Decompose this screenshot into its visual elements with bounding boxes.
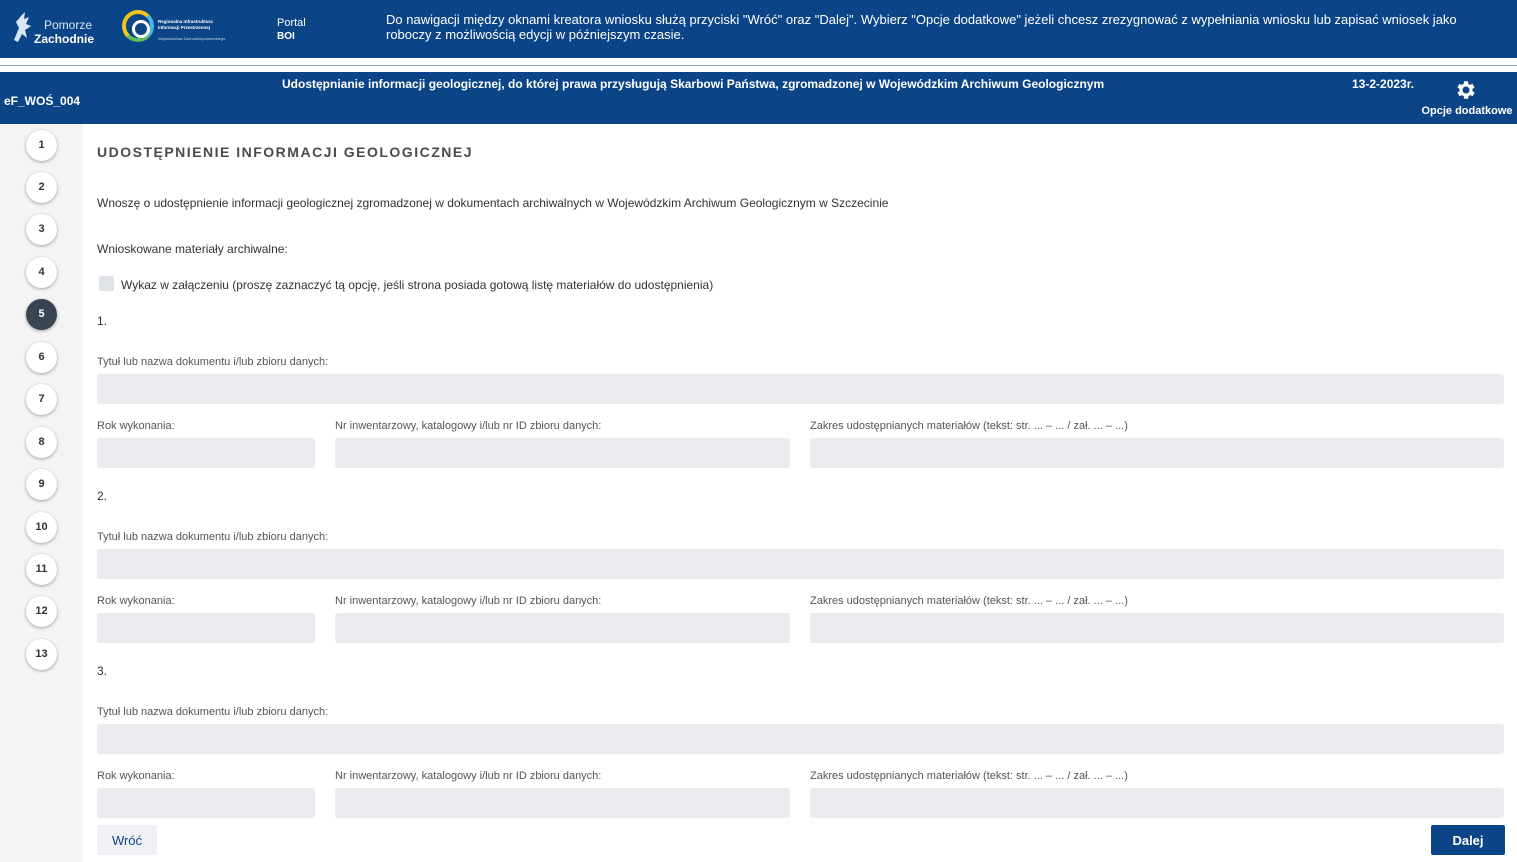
logo-pomorze-text: Pomorze [44,18,93,32]
attachment-list-checkbox[interactable] [99,276,114,291]
materials-label: Wnioskowane materiały archiwalne: [97,242,288,256]
riip-logo-line2: Informacji Przestrzennej [158,25,211,30]
step-4[interactable]: 4 [26,257,57,288]
title-label: Tytuł lub nazwa dokumentu i/lub zbioru danych: [97,356,329,368]
entry-3-year-input[interactable] [97,788,315,818]
step-13[interactable]: 13 [26,639,57,670]
entry-1-year-input[interactable] [97,438,315,468]
entry-3-inventory-input[interactable] [335,788,790,818]
additional-options-label: Opcje dodatkowe [1421,105,1513,117]
back-button[interactable]: Wróć [97,825,157,855]
step-7[interactable]: 7 [26,384,57,415]
entry-number: 2. [97,489,108,503]
pomorze-zachodnie-logo[interactable] [10,8,100,48]
portal-label: Portal [277,17,306,29]
step-12[interactable]: 12 [26,596,57,627]
step-3[interactable]: 3 [26,214,57,245]
intro-text: Wnoszę o udostępnienie informacji geologicznej zgromadzonej w dokumentach archiwalnych w Wojewódzkim Archiwum Geologicznym w Szczecinie [97,196,889,210]
year-label: Rok wykonania: [97,770,175,782]
step-10[interactable]: 10 [26,512,57,543]
range-label: Zakres udostępnianych materiałów (tekst: str. ... – ... / zał. ... – ...) [810,770,1128,782]
inventory-label: Nr inwentarzowy, katalogowy i/lub nr ID zbioru danych: [335,595,602,607]
page-title: UDOSTĘPNIENIE INFORMACJI GEOLOGICZNEJ [97,144,473,160]
top-header [0,0,1517,58]
navigation-hint: Do nawigacji między oknami kreatora wniosku służą przyciski "Wróć" oraz "Dalej". Wybierz "Opcje dodatkowe" jeżeli chcesz zrezygnować z wypełniania wniosku lub zapisać wniosek jako roboczy z możliwością edycji w późniejszym czasie. [386,12,1457,42]
entry-1-inventory-input[interactable] [335,438,790,468]
riip-ring-icon [122,10,154,42]
entry-1-range-input[interactable] [810,438,1504,468]
additional-options-button[interactable] [1418,78,1516,122]
step-8[interactable]: 8 [26,427,57,458]
portal-boi-label: BOI [277,31,295,42]
gear-icon [1454,78,1478,102]
logo-zachodnie-text: Zachodnie [34,32,95,46]
riip-logo[interactable] [122,10,232,44]
attachment-list-label: Wykaz w załączeniu (proszę zaznaczyć tą opcję, jeśli strona posiada gotową listę materiałów do udostępnienia) [121,278,714,292]
next-button[interactable]: Dalej [1431,825,1505,855]
step-1[interactable]: 1 [26,130,57,161]
year-label: Rok wykonania: [97,595,175,607]
entry-3-range-input[interactable] [810,788,1504,818]
title-label: Tytuł lub nazwa dokumentu i/lub zbioru danych: [97,531,329,543]
range-label: Zakres udostępnianych materiałów (tekst: str. ... – ... / zał. ... – ...) [810,595,1128,607]
form-main [83,124,1517,862]
riip-logo-line1: Regionalna Infrastruktura [158,19,213,24]
step-9[interactable]: 9 [26,469,57,500]
step-2[interactable]: 2 [26,172,57,203]
title-label: Tytuł lub nazwa dokumentu i/lub zbioru danych: [97,706,329,718]
entry-2-inventory-input[interactable] [335,613,790,643]
range-label: Zakres udostępnianych materiałów (tekst: str. ... – ... / zał. ... – ...) [810,420,1128,432]
entry-2-title-input[interactable] [97,549,1504,579]
header-divider [0,65,1517,66]
entry-1-title-input[interactable] [97,374,1504,404]
entry-number: 1. [97,314,108,328]
entry-2-range-input[interactable] [810,613,1504,643]
inventory-label: Nr inwentarzowy, katalogowy i/lub nr ID zbioru danych: [335,770,602,782]
entry-2-year-input[interactable] [97,613,315,643]
year-label: Rok wykonania: [97,420,175,432]
entry-number: 3. [97,664,108,678]
form-title: Udostępnianie informacji geologicznej, do której prawa przysługują Skarbowi Państwa, zgromadzonej w Wojewódzkim Archiwum Geologicznym [282,77,1105,91]
wizard-steps-sidebar [0,124,83,862]
portal-boi-link[interactable] [277,17,306,43]
inventory-label: Nr inwentarzowy, katalogowy i/lub nr ID zbioru danych: [335,420,602,432]
entry-3-title-input[interactable] [97,724,1504,754]
form-code: eF_WOŚ_004 [4,94,81,108]
riip-logo-line3: Województwa Zachodniopomorskiego [158,36,226,41]
form-date: 13-2-2023r. [1352,77,1415,91]
griffin-crest-icon [10,10,36,44]
step-5-active[interactable]: 5 [26,299,57,330]
step-11[interactable]: 11 [26,554,57,585]
step-6[interactable]: 6 [26,342,57,373]
form-header-bar [0,72,1517,124]
